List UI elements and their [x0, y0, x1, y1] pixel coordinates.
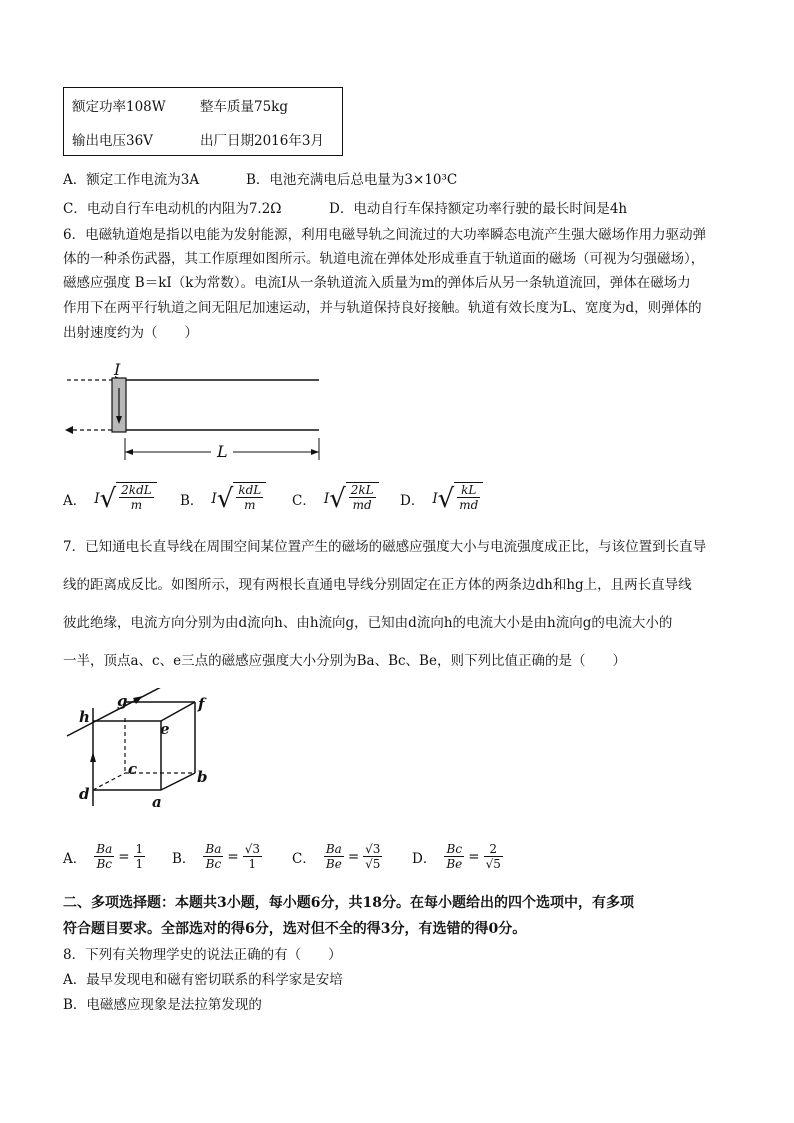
q6-option-a: A． I √ $\frac{\text{2kdL}}{m}$ [63, 482, 157, 516]
q7-option-d-label: D． [412, 850, 437, 867]
q6-stem-line4: 作用下在两平行轨道之间无阻尼加速运动，并与轨道保持良好接触。轨道有效长度为L、宽度为d，则弹体的 [63, 300, 702, 316]
cube-vertex-c: c [128, 760, 138, 778]
q6-option-a-num: 2kdL [121, 483, 152, 497]
q6-option-d-den: md [459, 498, 479, 512]
q6-stem-line2: 体的一种杀伤武器，其工作原理如图所示。轨道电流在弹体处形成垂直于轨道面的磁场（可视为匀强磁场）， [63, 251, 705, 267]
cube-vertex-e: e [160, 720, 170, 738]
spec-table [63, 87, 343, 156]
q7-option-c-lhs-num: Ba [325, 842, 342, 856]
q6-option-b-num: kdL [238, 483, 262, 497]
q6-option-c: C． I √ $\frac{2kL}{md}$ [292, 482, 379, 516]
spec-vehicle-mass: 整车质量75kg [200, 99, 289, 115]
cube-vertex-b: b [197, 768, 208, 786]
q6-option-b-prefix: I [211, 491, 217, 507]
q6-option-a-prefix: I [94, 491, 100, 507]
q7-option-d-lhs-num: Bc [444, 842, 464, 857]
q7-stem-line3: 彼此绝缘，电流方向分别为由d流向h、由h流向g，已知由d流向h的电流大小是由h流向g的电流大小的 [63, 615, 673, 631]
railgun-length-label: L [217, 442, 228, 461]
cube-vertex-g: g [117, 692, 128, 710]
spec-rated-power: 额定功率108W [72, 99, 166, 115]
q6-option-d-prefix: I [432, 491, 438, 507]
q6-option-d: D． I √ $\frac{kL}{md}$ [400, 482, 483, 516]
q6-option-b-den: m [244, 498, 256, 512]
q8-option-a: A．最早发现电和磁有密切联系的科学家是安培 [63, 972, 343, 988]
q6-option-c-den: md [352, 498, 372, 512]
spec-output-voltage: 输出电压36V [72, 133, 153, 149]
q6-option-a-label: A． [63, 493, 87, 509]
q7-option-c-rhs-num: √3 [365, 842, 381, 856]
q7-option-a-lhs-den: Bc [96, 857, 113, 871]
q7-option-c-rhs-den: √5 [365, 857, 381, 871]
q7-stem-line4: 一半，顶点a、c、e三点的磁感应强度大小分别为Ba、Bc、Be，则下列比值正确的是（ ） [63, 653, 626, 669]
q7-stem-line1: 7．已知通电长直导线在周围空间某位置产生的磁场的磁感应强度大小与电流强度成正比，与该位置到长直导 [63, 539, 707, 555]
q7-option-a: A． $\frac{Ba}{Bc}$ = $\frac{1}{1}$ [63, 842, 144, 871]
q7-option-b: B． $\frac{Ba}{Bc}$ = $\frac{√3}{1}$ [172, 842, 260, 871]
q7-option-d-rhs-num: 2 [484, 842, 503, 857]
cube-vertex-a: a [152, 793, 162, 811]
q7-option-b-rhs-den: 1 [248, 857, 257, 871]
q7-option-c-lhs-den: Be [325, 857, 342, 871]
q7-option-b-lhs-num: Ba [205, 842, 222, 856]
q6-stem-line3: 磁感应强度 B＝kI（k为常数）。电流I从一条轨道流入质量为m的弹体后从另一条轨道流回，弹体在磁场力 [63, 275, 691, 291]
q7-option-c: C． $\frac{Ba}{Be}$ = $\frac{√3}{√5}$ [292, 842, 381, 871]
q6-option-c-label: C． [292, 493, 316, 509]
q6-option-c-num: 2kL [350, 483, 374, 497]
q7-option-d-rhs-den: √5 [485, 857, 501, 871]
section2-heading-line1: 二、多项选择题：本题共3小题，每小题6分，共18分。在每小题给出的四个选项中，有多项 [63, 895, 634, 911]
cube-vertex-d: d [79, 785, 90, 803]
q6-option-b: B． I √ $\frac{\text{kdL}}{m}$ [180, 482, 266, 516]
spec-manufacture-date: 出厂日期2016年3月 [200, 133, 324, 149]
q7-option-d-lhs-den: Be [446, 857, 463, 871]
q7-option-c-label: C． [292, 850, 316, 867]
q8-stem: 8．下列有关物理学史的说法正确的有（ ） [63, 947, 342, 963]
cube-vertex-h: h [79, 708, 90, 726]
section2-heading-line2: 符合题目要求。全部选对的得6分，选对但不全的得3分，有选错的得0分。 [63, 921, 527, 937]
q7-option-b-lhs-den: Bc [205, 857, 222, 871]
q5-option-b: B．电池充满电后总电量为3×10³C [246, 172, 458, 188]
q7-option-a-label: A． [63, 850, 87, 867]
railgun-diagram [63, 352, 333, 467]
q6-stem-line1: 6．电磁轨道炮是指以电能为发射能源，利用电磁导轨之间流过的大功率瞬态电流产生强大磁场作用力驱动弹 [63, 227, 707, 243]
q6-option-a-den: m [130, 498, 143, 512]
cube-vertex-f: f [198, 695, 205, 713]
q7-option-d: D． $\frac{Bc}{Be}$ = $\frac{2}{√5}$ [412, 842, 501, 871]
q7-option-b-label: B． [172, 850, 196, 867]
q6-option-b-label: B． [180, 493, 204, 509]
q6-option-d-label: D． [400, 493, 425, 509]
q6-option-d-num: kL [457, 483, 480, 498]
q7-option-b-rhs-num: √3 [244, 842, 260, 856]
q6-option-c-prefix: I [323, 491, 330, 507]
q5-option-a: A．额定工作电流为3A [63, 172, 200, 188]
q6-stem-line5: 出射速度约为（ ） [63, 325, 198, 341]
q7-option-a-rhs-num: 1 [135, 842, 144, 856]
q7-option-a-lhs-num: Ba [96, 842, 113, 856]
q7-stem-line2: 线的距离成反比。如图所示，现有两根长直通电导线分别固定在正方体的两条边dh和hg上，且两长直导线 [63, 577, 692, 593]
q7-option-a-rhs-den: 1 [135, 857, 144, 871]
q8-option-b: B．电磁感应现象是法拉第发现的 [63, 997, 262, 1013]
q5-option-d: D．电动自行车保持额定功率行驶的最长时间是4h [329, 201, 628, 217]
q5-option-c: C．电动自行车电动机的内阻为7.2Ω [63, 201, 282, 217]
railgun-current-label: I [114, 360, 121, 379]
